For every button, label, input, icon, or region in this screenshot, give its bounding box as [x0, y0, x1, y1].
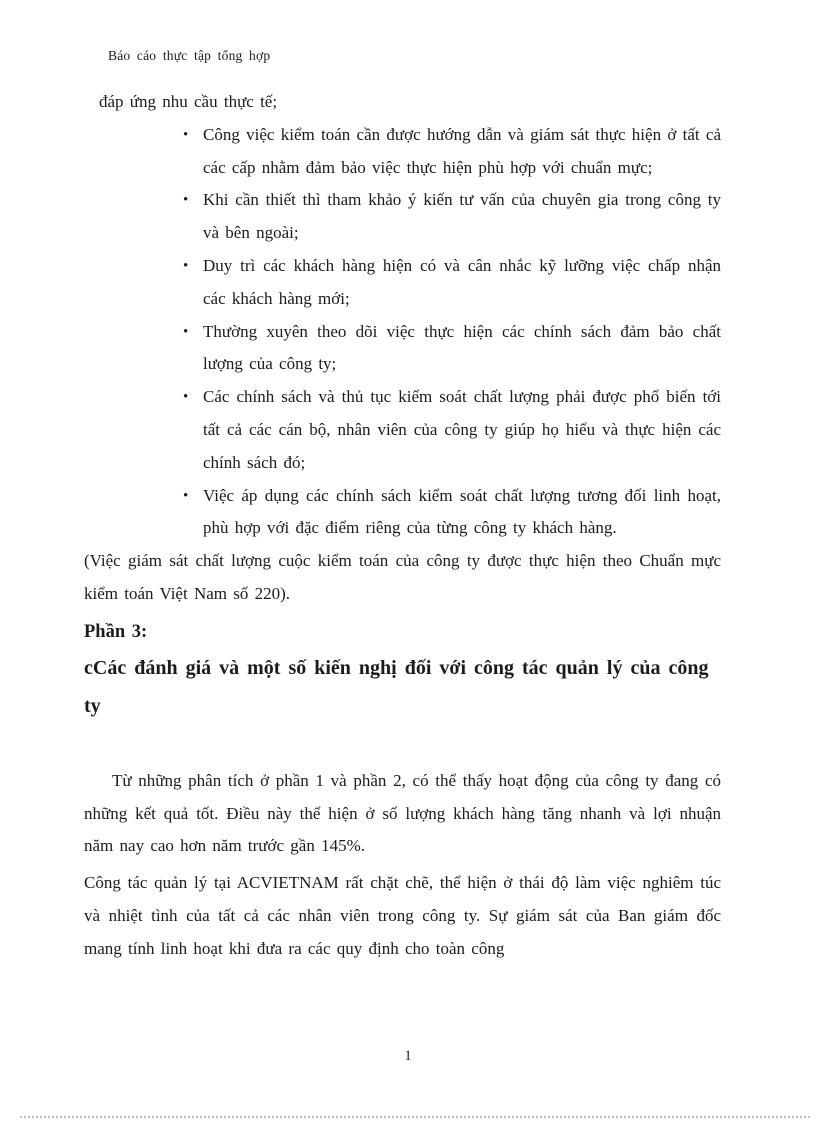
footer-divider: [20, 1116, 810, 1118]
body-paragraph-1: Từ những phân tích ở phần 1 và phần 2, có thể thấy hoạt động của công ty đang có những kết quả tốt. Điều này thể hiện ở số lượng khách hàng tăng nhanh và lợi nhuận năm nay cao hơn năm trước gần 145%.: [84, 770, 721, 856]
list-item-text: Các chính sách và thủ tục kiểm soát chất lượng phải được phổ biến tới tất cả các cán bộ, nhân viên của công ty giúp họ hiểu và thực hiện các chính sách đó;: [203, 387, 721, 472]
body-paragraph-2: Công tác quản lý tại ACVIETNAM rất chặt chẽ, thể hiện ở thái độ làm việc nghiêm túc và nhiệt tình của tất cả các nhân viên trong công ty. Sự giám sát của Ban giám đốc mang tính linh hoạt khi đưa ra các quy định cho toàn công: [84, 873, 721, 958]
bullet-icon: •: [183, 192, 189, 209]
bullet-icon: •: [183, 487, 189, 504]
list-item-text: Thường xuyên theo dõi việc thực hiện các chính sách đảm bảo chất lượng của công ty;: [203, 321, 721, 374]
list-item: [84, 316, 721, 382]
running-header: Báo cáo thực tập tổng hợp: [108, 48, 271, 63]
list-item: [84, 250, 721, 316]
bullet-icon: •: [183, 323, 189, 340]
note-paragraph: (Việc giám sát chất lượng cuộc kiểm toán của công ty được thực hiện theo Chuẩn mực kiểm toán Việt Nam số 220).: [84, 551, 721, 603]
list-item-text: Việc áp dụng các chính sách kiểm soát chất lượng tương đối linh hoạt, phù hợp với đặc điểm riêng của từng công ty khách hàng.: [203, 485, 721, 538]
intro-line: đáp ứng nhu cầu thực tế;: [99, 92, 278, 111]
list-item: [84, 480, 721, 546]
list-item: [84, 381, 721, 479]
section-title: cCác đánh giá và một số kiến nghị đối với công tác quản lý của công ty: [84, 656, 709, 717]
bullet-list: [84, 119, 721, 545]
bullet-icon: •: [183, 257, 189, 274]
list-item-text: Duy trì các khách hàng hiện có và cân nhắc kỹ lưỡng việc chấp nhận các khách hàng mới;: [203, 255, 721, 308]
bullet-icon: •: [183, 389, 189, 406]
list-item: [84, 119, 721, 185]
list-item: [84, 184, 721, 250]
bullet-icon: •: [183, 126, 189, 143]
list-item-text: Công việc kiểm toán cần được hướng dẫn và giám sát thực hiện ở tất cả các cấp nhằm đảm bảo việc thực hiện phù hợp với chuẩn mực;: [203, 124, 721, 177]
section-label: Phần 3:: [84, 621, 148, 642]
list-item-text: Khi cần thiết thì tham khảo ý kiến tư vấn của chuyên gia trong công ty và bên ngoài;: [203, 190, 721, 243]
page-number: 1: [404, 1048, 412, 1064]
document-body: [84, 86, 721, 966]
